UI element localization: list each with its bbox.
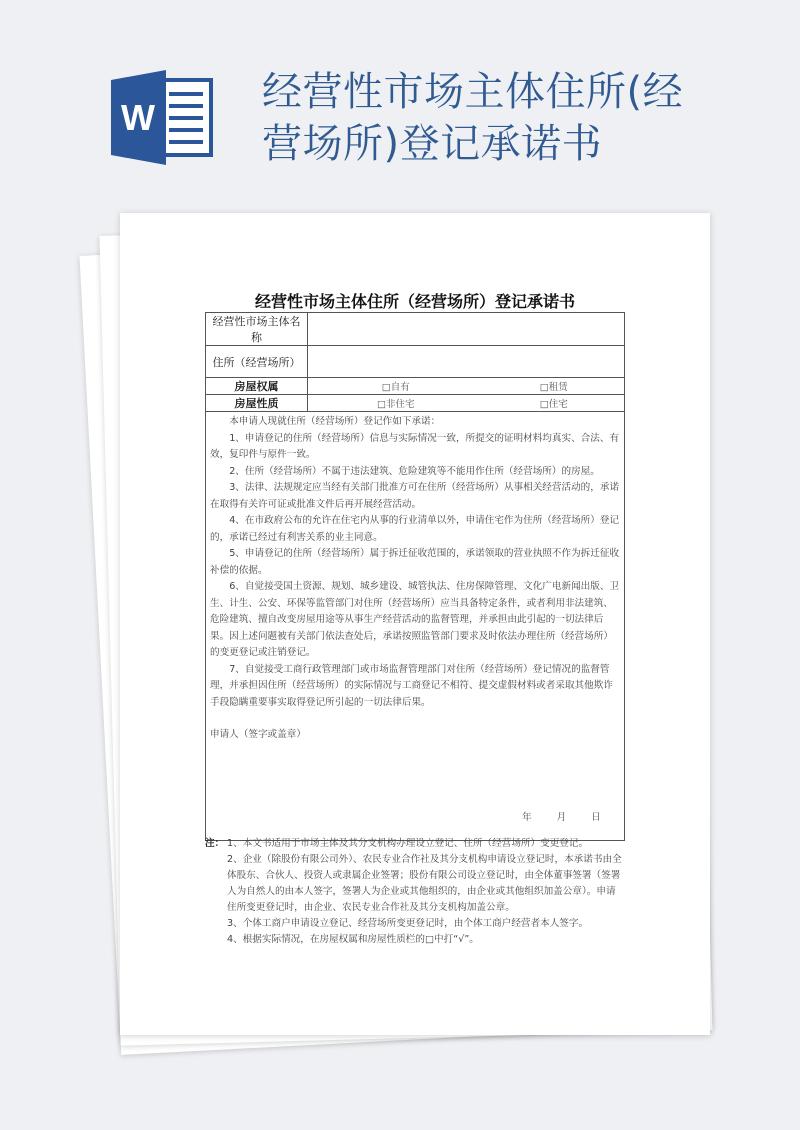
checkbox-owned[interactable]: □自有 [308,378,484,395]
label-entity-name: 经营性市场主体名称 [206,313,308,346]
note-item: 4、根据实际情况，在房屋权属和房屋性质栏的□中打“√”。 [227,934,479,945]
notes-section [205,836,625,948]
commitment-item: 5、申请登记的住所（经营场所）属于拆迁征收范围的，承诺领取的营业执照不作为拆迁征收补偿的依据。 [210,548,620,576]
label-ownership: 房屋权属 [206,378,308,395]
word-icon [111,70,216,165]
address-field[interactable] [308,346,625,378]
signature-label: 申请人（签字或盖章） [210,729,306,740]
checkbox-residential[interactable]: □住宅 [484,395,625,412]
commitment-item: 6、自觉接受国土资源、规划、城乡建设、城管执法、住房保障管理、文化广电新闻出版、卫生、计生、公安、环保等监管部门对住所（经营场所）应当具备特定条件，或者利用非法建筑、危险建筑、擅自改变房屋用途等从事生产经营活动的监督管理，并承担由此引起的一切法律后果。因上述问题被有关部门依法查处后，承诺按照监管部门要求及时依法办理住所（经营场所）的变更登记或注销登记。 [210,581,620,658]
commitment-item: 4、在市政府公布的允许在住宅内从事的行业清单以外，申请住宅作为住所（经营场所）登记的，承诺已经过有利害关系的业主同意。 [210,515,620,543]
document-page [120,213,710,1035]
svg-text:W: W [121,97,155,138]
date-label: 年 月 日 [522,812,601,823]
note-item: 3、个体工商户申请设立登记、经营场所变更登记时，由个体工商户经营者本人签字。 [227,918,589,929]
notes-lead: 注： [205,838,225,849]
commitment-item: 3、法律、法规规定应当经有关部门批准方可在住所（经营场所）从事相关经营活动的，承诺在取得有关许可证或批准文件后再开展经营活动。 [210,482,620,510]
entity-name-field[interactable] [308,313,625,346]
document-title: 经营性市场主体住所（经营场所）登记承诺书 [254,292,575,311]
commitment-item: 2、住所（经营场所）不属于违法建筑、危险建筑等不能用作住所（经营场所）的房屋。 [229,465,600,477]
commitment-body [206,412,625,841]
checkbox-non-residential[interactable]: □非住宅 [308,395,484,412]
commitment-item: 1、申请登记的住所（经营场所）信息与实际情况一致，所提交的证明材料均真实、合法、有效，复印件与原件一致。 [210,432,620,460]
note-item: 2、企业（除股份有限公司外）、农民专业合作社及其分支机构申请设立登记时，本承诺书由全体股东、合伙人、投资人或隶属企业签署；股份有限公司设立登记时，由全体董事签署（签署人为自然人的由本人签字，签署人为企业或其他组织的，由企业或其他组织加盖公章）。申请住所变更登记时，由企业、农民专业合作社及其分支机构加盖公章。 [227,854,622,913]
label-property-type: 房屋性质 [206,395,308,412]
intro-text: 本申请人现就住所（经营场所）登记作如下承诺： [229,416,441,427]
commitment-item: 7、自觉接受工商行政管理部门或市场监督管理部门对住所（经营场所）登记情况的监督管理，并承担因住所（经营场所）的实际情况与工商登记不相符、提交虚假材料或者采取其他欺诈手段隐瞒重要事实取得登记所引起的一切法律后果。 [210,663,613,708]
note-item: 1、本文书适用于市场主体及其分支机构办理设立登记、住所（经营场所）变更登记。 [227,838,589,849]
page-title: 经营性市场主体住所(经营场所)登记承诺书 [262,69,684,167]
checkbox-rented[interactable]: □租赁 [484,378,625,395]
commitment-form [205,312,625,841]
label-address: 住所（经营场所） [206,346,308,378]
